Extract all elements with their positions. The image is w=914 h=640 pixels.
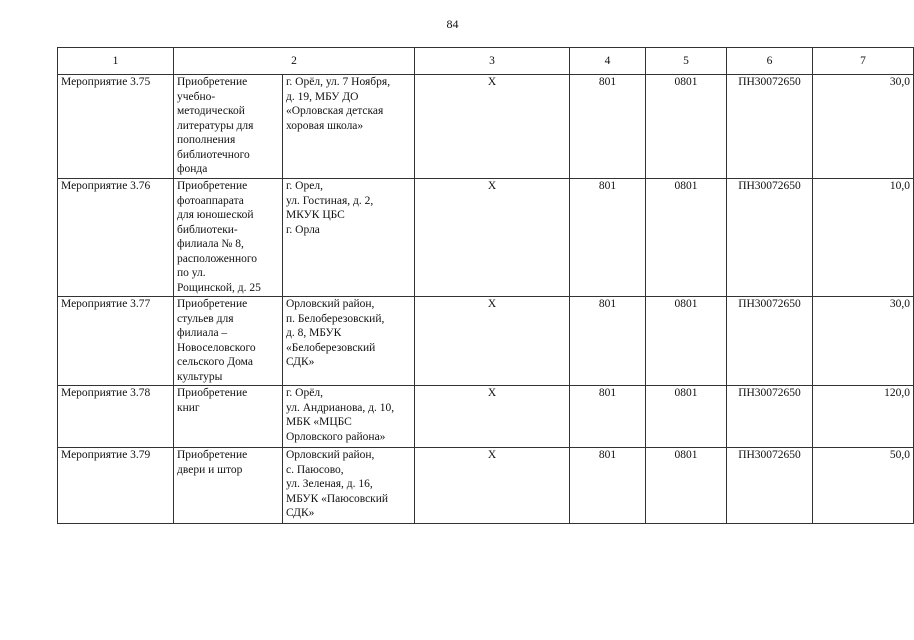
col7-cell: 120,0 [813, 386, 914, 448]
table-row [58, 386, 914, 448]
page-number: 84 [446, 17, 459, 31]
col4-cell: 801 [570, 448, 646, 524]
col5-cell: 0801 [646, 75, 727, 179]
address-cell: г. Орёл, ул. Андрианова, д. 10, МБК «МЦБС Орловского района» [283, 386, 415, 448]
header-cell-5: 5 [646, 48, 727, 75]
header-cell-2: 2 [174, 48, 415, 75]
col5-cell: 0801 [646, 448, 727, 524]
address-cell: Орловский район, п. Белоберезовский, д. 8, МБУК «Белоберезовский СДК» [283, 297, 415, 386]
header-cell-3: 3 [415, 48, 570, 75]
table-row [58, 448, 914, 524]
col6-cell: ПН30072650 [727, 179, 813, 297]
col3-cell: Х [415, 297, 570, 386]
col7-cell: 30,0 [813, 297, 914, 386]
purpose-cell: Приобретение учебно- методической литературы для пополнения библиотечного фонда [174, 75, 283, 179]
col7-cell: 50,0 [813, 448, 914, 524]
col4-cell: 801 [570, 297, 646, 386]
purpose-cell: Приобретение фотоаппарата для юношеской библиотеки- филиала № 8, расположенного по ул. Рощинской, д. 25 [174, 179, 283, 297]
col3-cell: Х [415, 179, 570, 297]
col3-cell: Х [415, 386, 570, 448]
header-cell-7: 7 [813, 48, 914, 75]
col6-cell: ПН30072650 [727, 448, 813, 524]
col5-cell: 0801 [646, 297, 727, 386]
col4-cell: 801 [570, 386, 646, 448]
event-cell: Мероприятие 3.79 [58, 448, 174, 524]
col7-cell: 30,0 [813, 75, 914, 179]
col6-cell: ПН30072650 [727, 75, 813, 179]
event-cell: Мероприятие 3.76 [58, 179, 174, 297]
header-row [58, 48, 914, 75]
address-cell: г. Орёл, ул. 7 Ноября, д. 19, МБУ ДО «Орловская детская хоровая школа» [283, 75, 415, 179]
col6-cell: ПН30072650 [727, 297, 813, 386]
event-cell: Мероприятие 3.77 [58, 297, 174, 386]
col4-cell: 801 [570, 179, 646, 297]
address-cell: Орловский район, с. Паюсово, ул. Зеленая, д. 16, МБУК «Паюсовский СДК» [283, 448, 415, 524]
budget-table [57, 47, 914, 524]
header-cell-1: 1 [58, 48, 174, 75]
table-row [58, 75, 914, 179]
purpose-cell: Приобретение стульев для филиала – Новоселовского сельского Дома культуры [174, 297, 283, 386]
col5-cell: 0801 [646, 179, 727, 297]
header-cell-4: 4 [570, 48, 646, 75]
event-cell: Мероприятие 3.78 [58, 386, 174, 448]
col4-cell: 801 [570, 75, 646, 179]
address-cell: г. Орел, ул. Гостиная, д. 2, МКУК ЦБС г. Орла [283, 179, 415, 297]
event-cell: Мероприятие 3.75 [58, 75, 174, 179]
col3-cell: Х [415, 448, 570, 524]
table-row [58, 179, 914, 297]
header-cell-6: 6 [727, 48, 813, 75]
col5-cell: 0801 [646, 386, 727, 448]
purpose-cell: Приобретение книг [174, 386, 283, 448]
col6-cell: ПН30072650 [727, 386, 813, 448]
table-row [58, 297, 914, 386]
col3-cell: Х [415, 75, 570, 179]
purpose-cell: Приобретение двери и штор [174, 448, 283, 524]
col7-cell: 10,0 [813, 179, 914, 297]
